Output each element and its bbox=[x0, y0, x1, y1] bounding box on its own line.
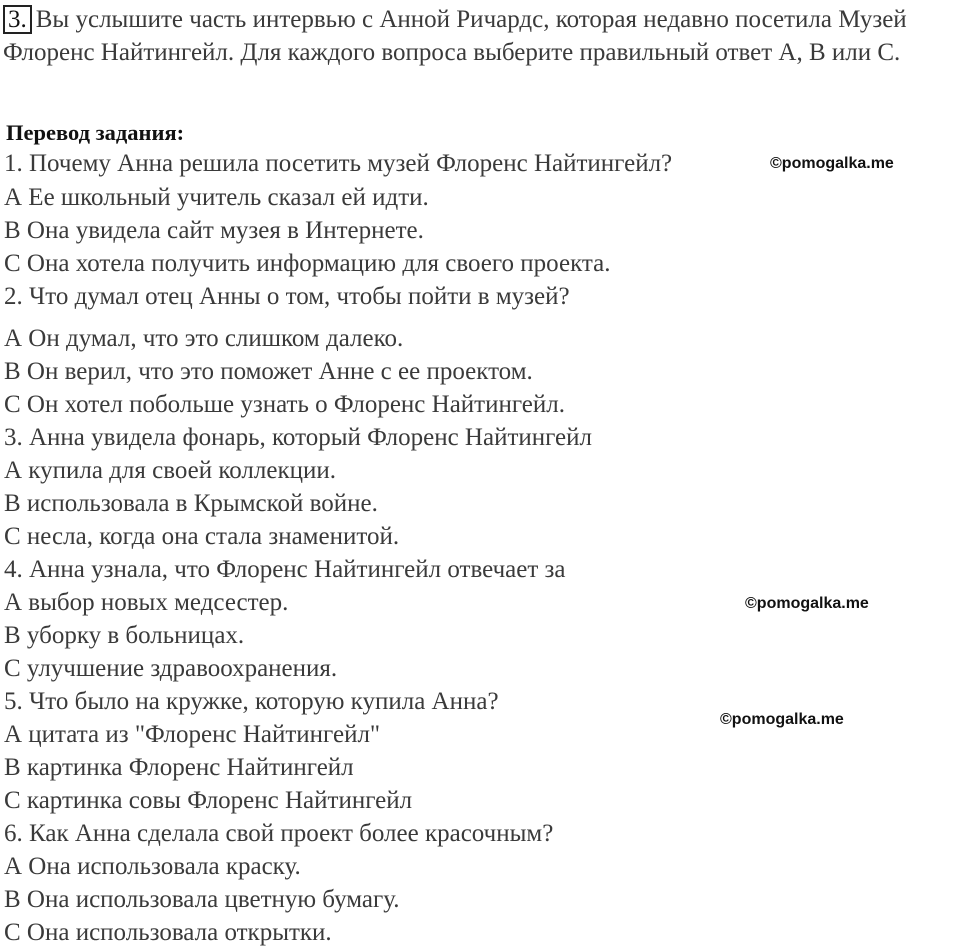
watermark: ©pomogalka.me bbox=[770, 155, 894, 172]
question-2: 2. Что думал отец Анны о том, чтобы пойти в музей? bbox=[4, 283, 570, 310]
answer-2a: А Он думал, что это слишком далеко. bbox=[4, 325, 404, 352]
answer-3c: С несла, когда она стала знаменитой. bbox=[4, 523, 400, 550]
task-number: 3. bbox=[3, 5, 32, 34]
answer-1c: С Она хотела получить информацию для своего проекта. bbox=[4, 250, 611, 277]
question-4: 4. Анна узнала, что Флоренс Найтингейл отвечает за bbox=[4, 556, 566, 583]
task-header bbox=[3, 4, 953, 69]
answer-1a: А Ее школьный учитель сказал ей идти. bbox=[4, 184, 429, 211]
answer-3a: А купила для своей коллекции. bbox=[4, 457, 337, 484]
answer-5c: С картинка совы Флоренс Найтингейл bbox=[4, 787, 413, 814]
answer-1b: В Она увидела сайт музея в Интернете. bbox=[4, 217, 424, 244]
answer-6b: В Она использовала цветную бумагу. bbox=[4, 886, 400, 913]
answer-4c: С улучшение здравоохранения. bbox=[4, 655, 338, 682]
answer-6c: С Она использовала открытки. bbox=[4, 919, 332, 946]
translation-title: Перевод задания: bbox=[6, 120, 185, 145]
task-text: Вы услышите часть интервью с Анной Ричардс, которая недавно посетила Музей Флоренс Найтингейл. Для каждого вопроса выберите правильный ответ А, В или С. bbox=[3, 6, 907, 66]
answer-4a: А выбор новых медсестер. bbox=[4, 589, 289, 616]
answer-5b: В картинка Флоренс Найтингейл bbox=[4, 754, 354, 781]
answer-2b: В Он верил, что это поможет Анне с ее проектом. bbox=[4, 358, 533, 385]
question-3: 3. Анна увидела фонарь, который Флоренс Найтингейл bbox=[4, 424, 593, 451]
answer-4b: В уборку в больницах. bbox=[4, 622, 245, 649]
answer-5a: А цитата из "Флоренс Найтингейл" bbox=[4, 721, 381, 748]
watermark: ©pomogalka.me bbox=[720, 711, 844, 728]
question-5: 5. Что было на кружке, которую купила Анна? bbox=[4, 688, 499, 715]
answer-3b: В использовала в Крымской войне. bbox=[4, 490, 378, 517]
question-6: 6. Как Анна сделала свой проект более красочным? bbox=[4, 820, 554, 847]
question-1: 1. Почему Анна решила посетить музей Флоренс Найтингейл? bbox=[4, 150, 673, 177]
answer-2c: С Он хотел побольше узнать о Флоренс Найтингейл. bbox=[4, 391, 565, 418]
watermark: ©pomogalka.me bbox=[745, 595, 869, 612]
answer-6a: А Она использовала краску. bbox=[4, 853, 301, 880]
